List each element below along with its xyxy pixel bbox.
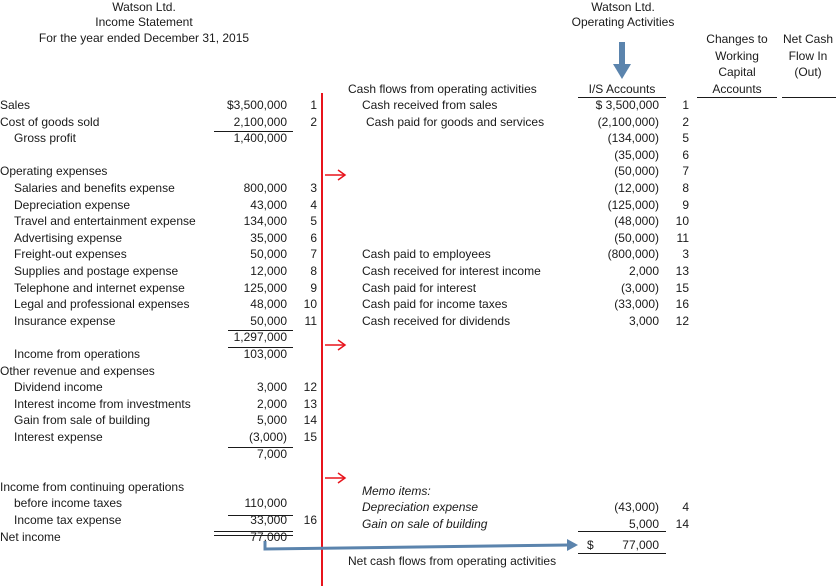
memo-row-amount: 5,000 <box>628 516 659 531</box>
red-arrow-icon <box>325 170 345 180</box>
oa-row-amount: 3,000 <box>628 313 659 328</box>
oa-row-ref: 6 <box>682 147 689 162</box>
memo-row-amount: (43,000) <box>614 500 659 514</box>
is-row-ref: 11 <box>304 313 317 328</box>
oa-row-ref: 15 <box>675 280 689 295</box>
is-row-amount: 2,100,000 <box>233 114 287 129</box>
is-row-amount: (3,000) <box>248 430 287 444</box>
memo-heading: Memo items: <box>362 484 431 498</box>
is-row-amount: 125,000 <box>243 280 287 295</box>
rule-tax <box>228 515 293 516</box>
is-row-amount: 134,000 <box>243 214 287 229</box>
is-row-amount: 110,000 <box>244 496 287 511</box>
is-row-label: Operating expenses <box>0 164 108 179</box>
oa-row-amount: (33,000) <box>614 297 659 312</box>
oa-row-amount: (800,000) <box>607 247 659 262</box>
is-row-amount: 35,000 <box>250 230 287 245</box>
is-row-label: Gain from sale of building <box>14 413 151 428</box>
is-row-ref: 2 <box>310 114 317 129</box>
oa-row-amount: $ 3,500,000 <box>595 98 659 112</box>
is-row-label: Gross profit <box>14 131 77 146</box>
col-net-cash-flow: Net Cash Flow In (Out) <box>782 32 834 79</box>
is-row-amount: 3,000 <box>256 380 287 395</box>
is-row-label: Income from continuing operations <box>0 479 185 494</box>
is-row-label: Travel and entertainment expense <box>14 214 196 229</box>
oa-row-ref: 11 <box>676 230 689 245</box>
oa-row-amount: (134,000) <box>607 131 659 146</box>
is-row-ref: 14 <box>303 413 317 428</box>
oa-row-ref: 13 <box>675 264 689 278</box>
is-row-ref: 3 <box>310 181 317 195</box>
is-period: For the year ended December 31, 2015 <box>38 31 250 45</box>
oa-row-ref: 7 <box>682 164 689 179</box>
is-row-ref: 13 <box>303 396 317 411</box>
is-row-amount: 5,000 <box>256 413 287 428</box>
rule-gross <box>214 131 293 132</box>
is-row-amount: 800,000 <box>243 181 287 195</box>
is-row-amount: 12,000 <box>250 264 287 278</box>
is-row-amount: 33,000 <box>250 513 287 527</box>
is-row-label: Net income <box>0 529 61 544</box>
oa-row-amount: (125,000) <box>607 197 659 212</box>
oa-row-label: Cash paid for interest <box>362 280 477 295</box>
is-row-ref: 15 <box>303 430 317 444</box>
memo-row-ref: 4 <box>682 500 689 514</box>
is-row-label: Insurance expense <box>14 313 116 328</box>
is-row-label: Interest income from investments <box>14 396 191 411</box>
oa-company: Watson Ltd. <box>591 0 655 14</box>
oa-section-heading: Cash flows from operating activities <box>348 82 537 96</box>
red-arrow-icon <box>325 340 345 350</box>
oa-row-ref: 3 <box>682 247 689 262</box>
is-row-amount: 7,000 <box>256 446 287 461</box>
is-row-ref: 16 <box>303 513 317 527</box>
is-row-ref: 10 <box>303 297 317 312</box>
oa-row-amount: (3,000) <box>620 280 659 295</box>
is-row-ref: 8 <box>310 264 317 278</box>
is-row-label: Legal and professional expenses <box>14 297 190 312</box>
oa-row-label: Cash received for dividends <box>362 313 511 328</box>
connector-arrow-icon <box>265 539 578 551</box>
is-row-ref: 4 <box>310 197 317 212</box>
col-working-capital: Changes to Working Capital Accounts <box>706 32 768 96</box>
is-row-label: before income taxes <box>14 496 123 511</box>
oa-row-amount: (2,100,000) <box>597 114 659 129</box>
down-arrow-icon <box>613 42 631 79</box>
oa-row-ref: 16 <box>675 297 689 312</box>
total-amount: 77,000 <box>622 538 659 552</box>
red-arrow-icon <box>325 473 345 483</box>
is-row-amount: 50,000 <box>250 247 287 262</box>
is-row-label: Salaries and benefits expense <box>14 181 175 195</box>
rule-opex-total <box>228 347 293 348</box>
is-row-amount: 48,000 <box>250 297 287 312</box>
rule-col-wc <box>697 97 777 98</box>
rule-other <box>228 447 293 448</box>
memo-row-label: Depreciation expense <box>362 500 479 514</box>
is-row-amount: $3,500,000 <box>226 98 287 112</box>
oa-row-amount: (12,000) <box>614 181 659 195</box>
oa-row-label: Cash received from sales <box>362 98 498 112</box>
is-row-amount: 1,297,000 <box>233 330 287 345</box>
oa-row-ref: 8 <box>682 181 689 195</box>
oa-row-amount: 2,000 <box>628 264 659 278</box>
oa-row-label: Cash paid to employees <box>362 247 491 262</box>
is-row-label: Depreciation expense <box>14 197 131 212</box>
oa-row-amount: (48,000) <box>614 214 659 229</box>
oa-row-ref: 5 <box>682 131 689 146</box>
oa-row-label: Cash paid for goods and services <box>366 114 545 129</box>
memo-row-label: Gain on sale of building <box>362 516 488 531</box>
total-dollar: $ <box>587 538 594 552</box>
is-row-amount: 1,400,000 <box>233 131 287 146</box>
is-row-amount: 43,000 <box>250 197 287 212</box>
oa-row-label: Cash paid for income taxes <box>362 297 508 312</box>
oa-row-amount: (50,000) <box>614 164 659 179</box>
oa-row-ref: 10 <box>675 214 689 229</box>
is-row-label: Other revenue and expenses <box>0 363 155 378</box>
memo-row-ref: 14 <box>675 516 689 531</box>
oa-row-amount: (50,000) <box>614 230 659 245</box>
is-row-ref: 5 <box>310 214 317 229</box>
is-row-label: Income from operations <box>14 347 141 361</box>
oa-row-amount: (35,000) <box>614 147 659 162</box>
is-row-label: Telephone and internet expense <box>14 280 185 295</box>
is-row-ref: 9 <box>310 280 317 295</box>
is-row-ref: 1 <box>310 98 317 112</box>
rule-total-bottom <box>578 553 666 554</box>
is-row-label: Income tax expense <box>14 513 122 527</box>
total-label: Net cash flows from operating activities <box>348 554 557 568</box>
is-company: Watson Ltd. <box>112 0 176 14</box>
is-row-amount: 77,000 <box>250 529 287 544</box>
oa-row-ref: 2 <box>682 114 689 129</box>
is-row-label: Cost of goods sold <box>0 114 100 129</box>
is-row-label: Freight-out expenses <box>14 247 127 262</box>
is-row-label: Interest expense <box>14 430 103 444</box>
is-row-label: Dividend income <box>14 380 103 395</box>
oa-title: Operating Activities <box>571 15 675 29</box>
oa-row-ref: 1 <box>682 98 689 112</box>
is-row-label: Sales <box>0 98 31 112</box>
is-row-ref: 6 <box>310 230 317 245</box>
rule-net-income <box>214 531 293 536</box>
oa-row-ref: 12 <box>675 313 689 328</box>
oa-row-label: Cash received for interest income <box>362 264 541 278</box>
rule-opex <box>228 330 293 331</box>
is-row-amount: 103,000 <box>243 347 287 361</box>
is-row-label: Advertising expense <box>14 230 123 245</box>
is-row-label: Supplies and postage expense <box>14 264 179 278</box>
is-row-ref: 7 <box>310 247 317 262</box>
is-row-amount: 50,000 <box>250 313 287 328</box>
is-title: Income Statement <box>95 15 193 29</box>
is-row-ref: 12 <box>303 380 317 395</box>
is-row-amount: 2,000 <box>256 396 287 411</box>
col-is-accounts: I/S Accounts <box>588 82 656 96</box>
rule-col-ncf <box>782 97 836 98</box>
rule-total <box>578 531 666 532</box>
oa-row-ref: 9 <box>682 197 689 212</box>
